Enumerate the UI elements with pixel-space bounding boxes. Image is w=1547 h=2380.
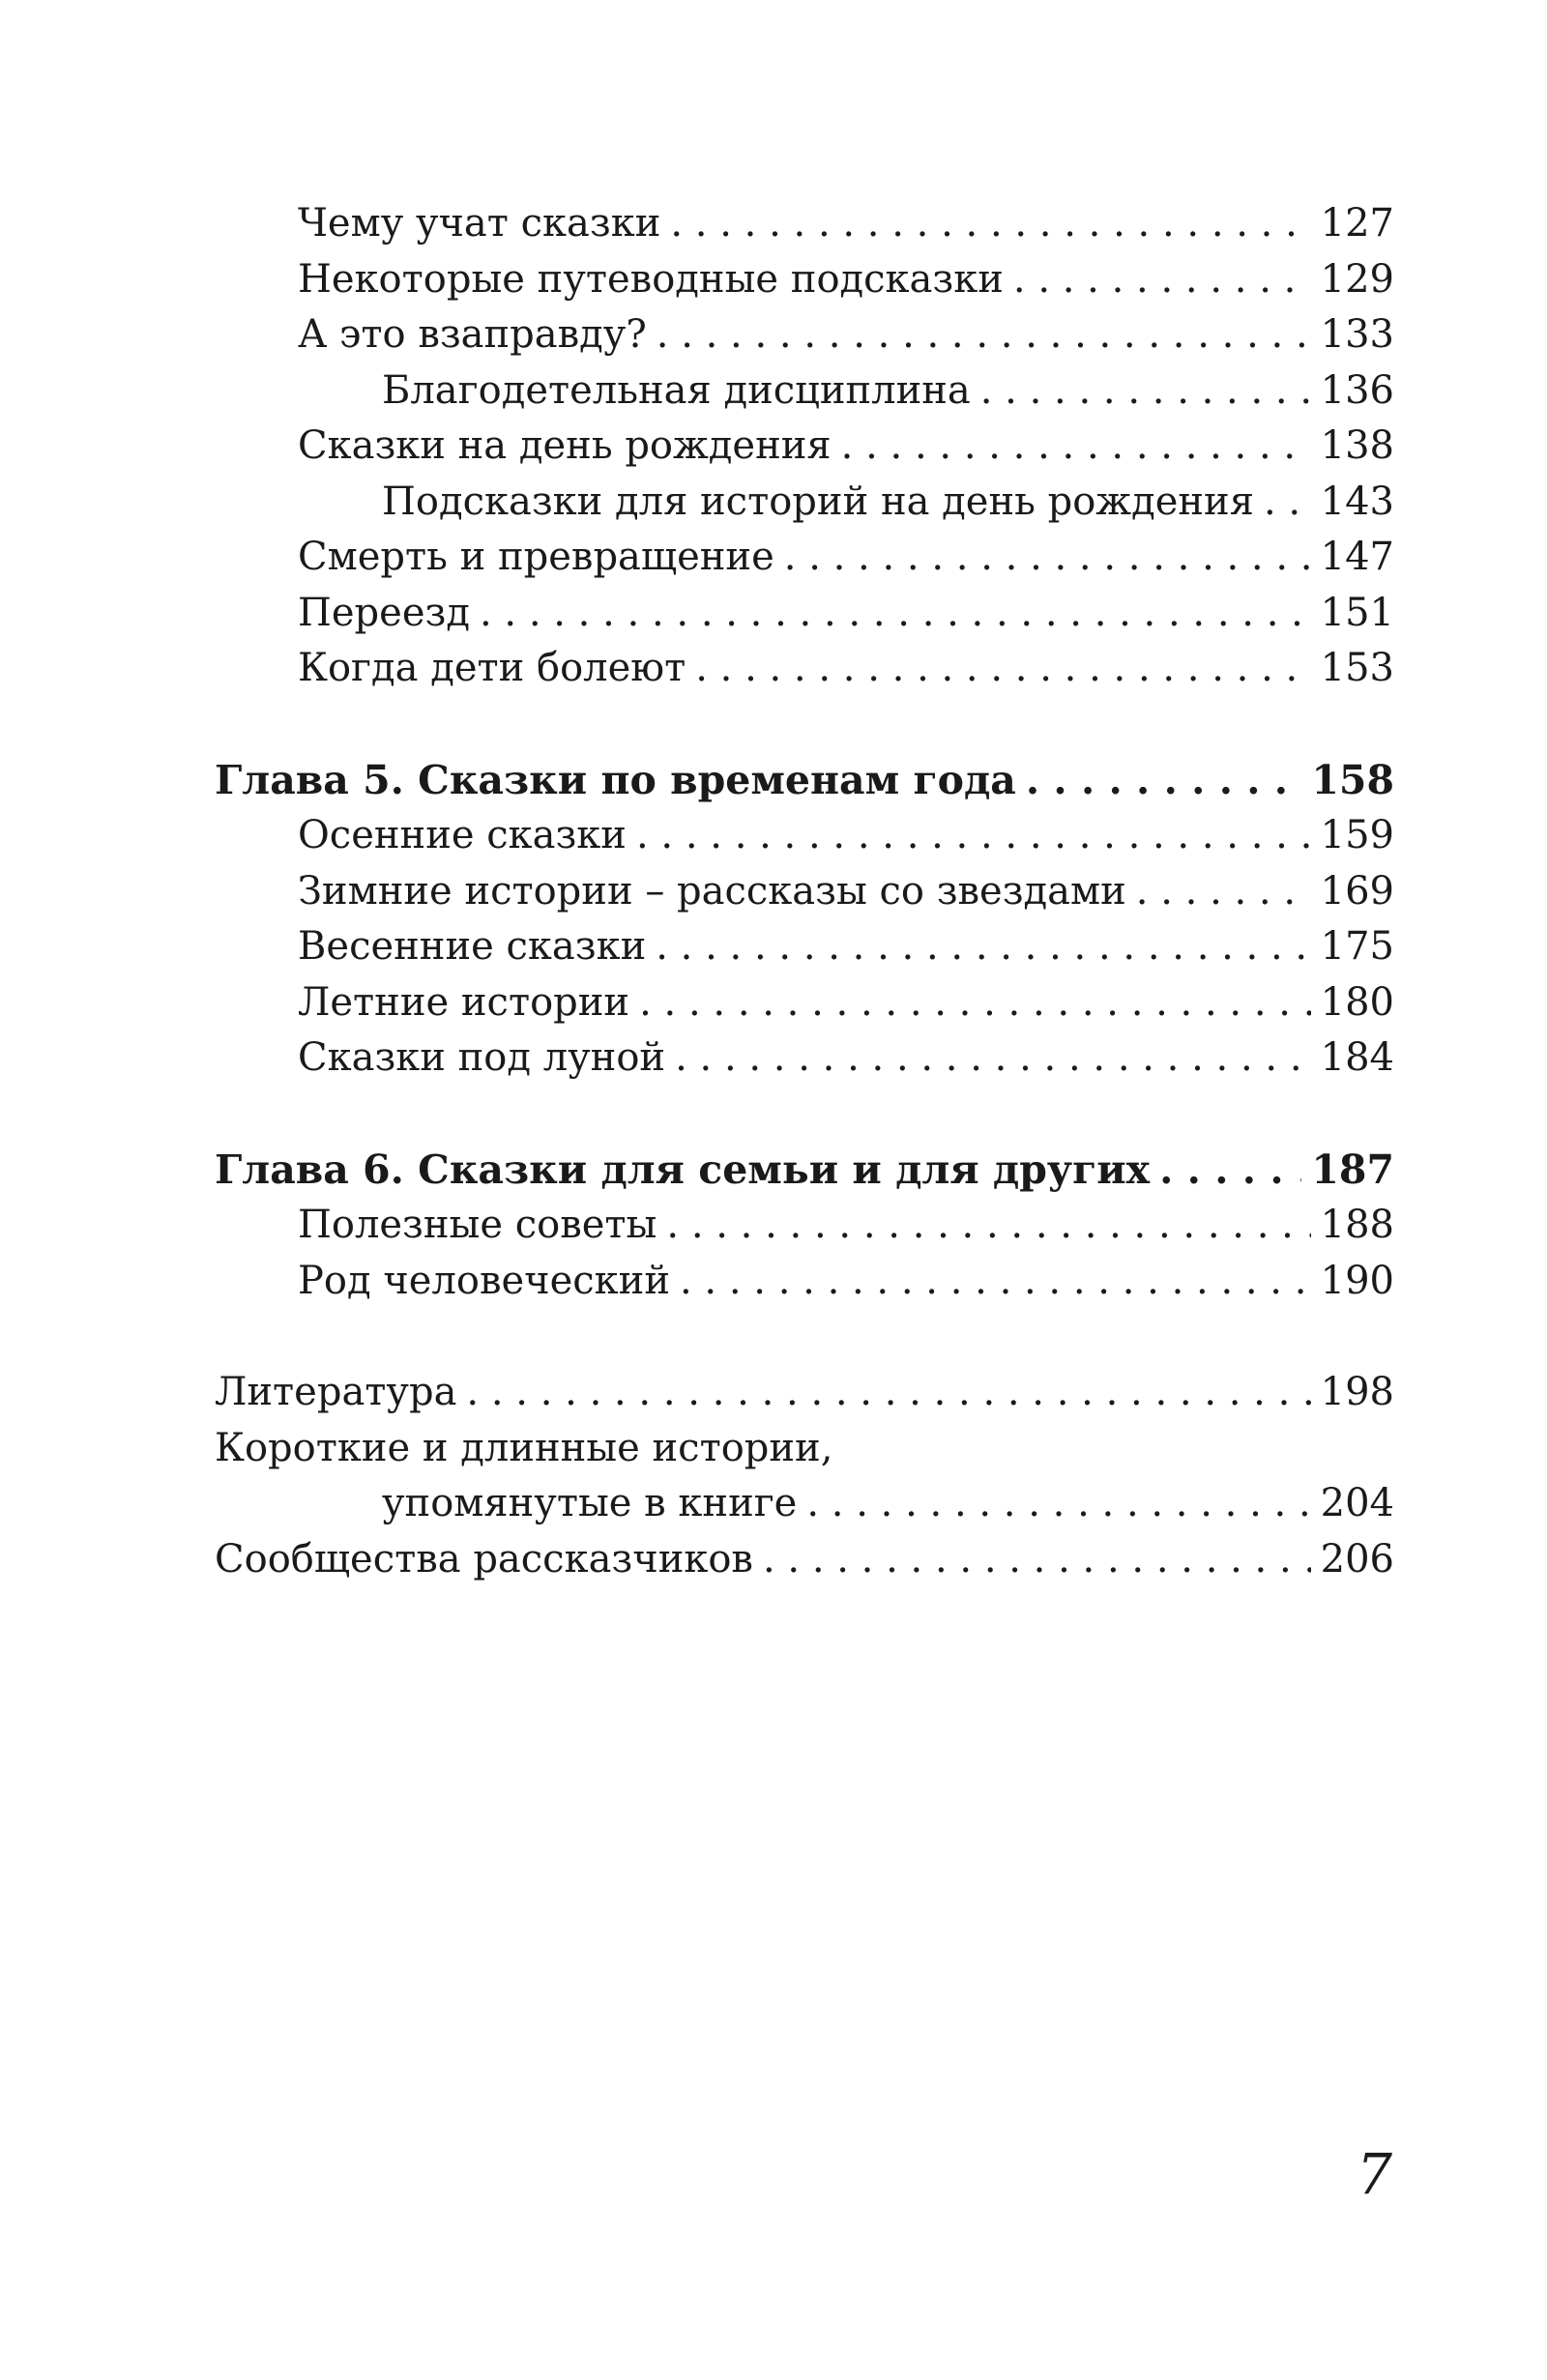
toc-entry-page: 153: [1320, 646, 1394, 690]
toc-entry-title: Переезд: [298, 590, 470, 635]
page-number: 7: [1357, 2141, 1392, 2207]
dot-leader: [656, 919, 1310, 975]
toc-entry-page: 190: [1320, 1258, 1394, 1303]
dot-leader: [666, 1198, 1310, 1254]
toc-entry[interactable]: [215, 1030, 1394, 1087]
dot-leader: [1136, 864, 1311, 920]
toc-entry-title: Подсказки для историй на день рождения: [382, 479, 1254, 524]
dot-leader: [680, 1254, 1311, 1310]
toc-entry-page: 127: [1320, 201, 1394, 246]
dot-leader: [1159, 1143, 1301, 1199]
toc-entry-title: Сказки на день рождения: [298, 423, 832, 468]
toc-entry-title: Сообщества рассказчиков: [215, 1536, 753, 1582]
toc-entry-page: 188: [1320, 1203, 1394, 1247]
toc-entry-title: Сказки под луной: [298, 1035, 666, 1080]
toc-entry[interactable]: [215, 975, 1394, 1031]
chapter-title: Глава 6. Сказки для семьи и для других: [215, 1146, 1151, 1193]
dot-leader: [670, 196, 1310, 252]
toc-entry-page: 206: [1320, 1536, 1394, 1582]
dot-leader: [636, 808, 1311, 864]
toc-entry[interactable]: [215, 808, 1394, 864]
toc-entry-title: Полезные советы: [298, 1203, 657, 1247]
toc-entry-page: 129: [1320, 256, 1394, 302]
toc-entry-page: 180: [1320, 979, 1394, 1025]
dot-leader: [480, 586, 1311, 642]
toc-entry-page: 184: [1320, 1035, 1394, 1080]
toc-entry[interactable]: [215, 586, 1394, 642]
dot-leader: [763, 1532, 1311, 1588]
dot-leader: [466, 1365, 1310, 1421]
dot-leader: [657, 307, 1311, 363]
toc-entry-title: Некоторые путеводные подсказки: [298, 256, 1004, 302]
toc-chapter-5[interactable]: [215, 753, 1394, 809]
toc-subentry[interactable]: [215, 363, 1394, 420]
toc-entry[interactable]: [215, 196, 1394, 252]
toc-entry[interactable]: [215, 307, 1394, 363]
dot-leader: [1013, 252, 1311, 308]
toc-entry-title: Благодетельная дисциплина: [382, 367, 971, 413]
dot-leader: [1264, 475, 1311, 531]
toc-communities[interactable]: [215, 1532, 1394, 1588]
toc-entry[interactable]: [215, 1198, 1394, 1254]
dot-leader: [639, 975, 1311, 1031]
toc-literature[interactable]: [215, 1365, 1394, 1421]
toc-entry-title: Летние истории: [298, 979, 630, 1025]
toc-entry-title: Весенние сказки: [298, 924, 647, 969]
toc-entry-page: 204: [1320, 1481, 1394, 1525]
toc-entry-title: Литература: [215, 1370, 457, 1414]
toc-entry[interactable]: [215, 919, 1394, 975]
toc-entry[interactable]: [215, 530, 1394, 586]
chapter-page: 187: [1311, 1146, 1394, 1193]
toc-entry-page: 151: [1320, 590, 1394, 635]
toc-entry-page: 175: [1320, 924, 1394, 969]
toc-entry-page: 138: [1320, 423, 1394, 468]
toc-entry-title: Чему учат сказки: [298, 201, 661, 246]
toc-entry[interactable]: [215, 1254, 1394, 1310]
toc-entry-page: 169: [1320, 868, 1394, 914]
dot-leader: [675, 1030, 1311, 1087]
toc-entry-page: 136: [1320, 367, 1394, 413]
dot-leader: [1026, 753, 1302, 809]
dot-leader: [806, 1476, 1310, 1532]
toc-entry-title: Осенние сказки: [298, 813, 627, 857]
table-of-contents: [215, 196, 1394, 1587]
chapter-page: 158: [1311, 756, 1394, 803]
chapter-title: Глава 5. Сказки по временам года: [215, 756, 1016, 803]
toc-entry-page: 159: [1320, 813, 1394, 857]
toc-entry[interactable]: [215, 419, 1394, 475]
toc-entry-page: 133: [1320, 312, 1394, 357]
toc-entry-title: Смерть и превращение: [298, 535, 774, 579]
toc-entry-page: 147: [1320, 535, 1394, 579]
toc-entry-title: Род человеческий: [298, 1258, 670, 1303]
dot-leader: [784, 530, 1311, 586]
toc-entry-title: Короткие и длинные истории,: [215, 1425, 833, 1470]
toc-chapter-6[interactable]: [215, 1143, 1394, 1199]
toc-stories-line1[interactable]: [215, 1421, 1394, 1477]
toc-entry-title: Когда дети болеют: [298, 646, 686, 690]
toc-entry[interactable]: [215, 641, 1394, 697]
dot-leader: [695, 641, 1310, 697]
toc-entry[interactable]: [215, 252, 1394, 308]
toc-entry-title: Зимние истории – рассказы со звездами: [298, 868, 1126, 914]
toc-subentry[interactable]: [215, 475, 1394, 531]
toc-entry[interactable]: [215, 864, 1394, 920]
toc-entry-page: 143: [1320, 479, 1394, 524]
toc-entry-page: 198: [1320, 1370, 1394, 1414]
dot-leader: [980, 363, 1311, 420]
dot-leader: [841, 419, 1311, 475]
toc-entry-title: упомянутые в книге: [382, 1481, 798, 1525]
toc-entry-title: А это взаправду?: [298, 312, 647, 357]
toc-stories-line2[interactable]: [215, 1476, 1394, 1532]
